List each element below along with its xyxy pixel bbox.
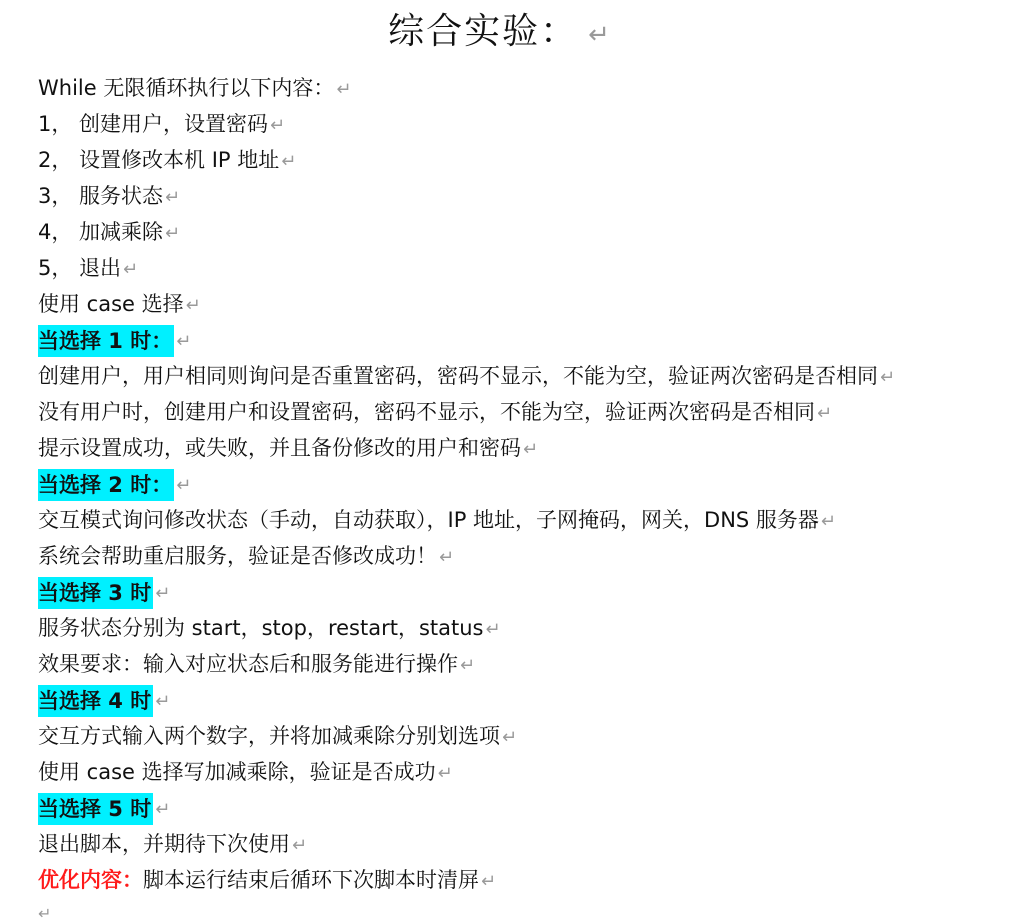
body-text: 系统会帮助重启服务，验证是否修改成功！ bbox=[38, 544, 437, 568]
case-line bbox=[38, 286, 895, 322]
paragraph-mark-icon: ↵ bbox=[123, 259, 139, 280]
section-1-line-1 bbox=[38, 358, 895, 394]
menu-item-2 bbox=[38, 142, 895, 178]
body-text: 交互方式输入两个数字，并将加减乘除分别划选项 bbox=[38, 724, 500, 748]
section-heading-2 bbox=[38, 466, 895, 502]
paragraph-mark-icon: ↵ bbox=[292, 835, 308, 856]
paragraph-mark-icon: ↵ bbox=[176, 331, 192, 352]
paragraph-mark-icon: ↵ bbox=[38, 904, 52, 923]
paragraph-mark-icon: ↵ bbox=[155, 583, 171, 604]
paragraph-mark-icon: ↵ bbox=[165, 223, 181, 244]
section-3-line-1 bbox=[38, 610, 895, 646]
section-5-line-1 bbox=[38, 826, 895, 862]
section-1-line-3 bbox=[38, 430, 895, 466]
optimize-text: 脚本运行结束后循环下次脚本时清屏 bbox=[143, 868, 479, 892]
paragraph-mark-icon: ↵ bbox=[155, 691, 171, 712]
body-text: 交互模式询问修改状态（手动，自动获取），IP 地址，子网掩码，网关，DNS 服务器 bbox=[38, 508, 819, 532]
paragraph-mark-icon: ↵ bbox=[439, 547, 455, 568]
menu-item-text: 2， 设置修改本机 IP 地址 bbox=[38, 148, 280, 172]
menu-item-3 bbox=[38, 178, 895, 214]
highlighted-heading: 当选择 1 时： bbox=[38, 325, 174, 357]
body-text: 没有用户时，创建用户和设置密码，密码不显示，不能为空，验证两次密码是否相同 bbox=[38, 400, 815, 424]
menu-item-4 bbox=[38, 214, 895, 250]
highlighted-heading: 当选择 3 时 bbox=[38, 577, 153, 609]
case-line-text: 使用 case 选择 bbox=[38, 292, 184, 316]
body-text: 创建用户，用户相同则询问是否重置密码，密码不显示，不能为空，验证两次密码是否相同 bbox=[38, 364, 878, 388]
intro-text: While 无限循环执行以下内容： bbox=[38, 76, 335, 100]
paragraph-mark-icon: ↵ bbox=[336, 79, 352, 100]
paragraph-mark-icon: ↵ bbox=[165, 187, 181, 208]
paragraph-mark-icon: ↵ bbox=[817, 403, 833, 424]
body-text: 退出脚本，并期待下次使用 bbox=[38, 832, 290, 856]
paragraph-mark-icon: ↵ bbox=[481, 871, 497, 892]
menu-item-text: 4， 加减乘除 bbox=[38, 220, 164, 244]
menu-item-text: 1， 创建用户，设置密码 bbox=[38, 112, 269, 136]
paragraph-mark-icon: ↵ bbox=[460, 655, 476, 676]
document-title-text: 综合实验： bbox=[388, 11, 579, 52]
paragraph-mark-icon: ↵ bbox=[485, 619, 501, 640]
section-heading-3 bbox=[38, 574, 895, 610]
section-heading-4 bbox=[38, 682, 895, 718]
paragraph-mark-icon: ↵ bbox=[270, 115, 286, 136]
paragraph-mark-icon: ↵ bbox=[185, 295, 201, 316]
menu-item-1 bbox=[38, 106, 895, 142]
section-2-line-2 bbox=[38, 538, 895, 574]
document-body bbox=[38, 70, 895, 898]
paragraph-mark-icon: ↵ bbox=[523, 439, 539, 460]
optimize-label: 优化内容： bbox=[38, 868, 143, 892]
optimize-line bbox=[38, 862, 895, 898]
body-text: 效果要求：输入对应状态后和服务能进行操作 bbox=[38, 652, 458, 676]
section-3-line-2 bbox=[38, 646, 895, 682]
paragraph-mark-icon: ↵ bbox=[437, 763, 453, 784]
body-text: 提示设置成功，或失败，并且备份修改的用户和密码 bbox=[38, 436, 521, 460]
paragraph-mark-icon: ↵ bbox=[155, 799, 171, 820]
body-text: 使用 case 选择写加减乘除，验证是否成功 bbox=[38, 760, 436, 784]
highlighted-heading: 当选择 2 时： bbox=[38, 469, 174, 501]
menu-item-5 bbox=[38, 250, 895, 286]
menu-item-text: 5， 退出 bbox=[38, 256, 122, 280]
highlighted-heading: 当选择 4 时 bbox=[38, 685, 153, 717]
document-title bbox=[0, 8, 1000, 59]
paragraph-mark-icon: ↵ bbox=[588, 20, 612, 50]
section-1-line-2 bbox=[38, 394, 895, 430]
section-4-line-1 bbox=[38, 718, 895, 754]
section-heading-1 bbox=[38, 322, 895, 358]
section-heading-5 bbox=[38, 790, 895, 826]
body-text: 服务状态分别为 start，stop，restart，status bbox=[38, 616, 484, 640]
section-2-line-1 bbox=[38, 502, 895, 538]
paragraph-mark-icon: ↵ bbox=[502, 727, 518, 748]
paragraph-mark-icon: ↵ bbox=[820, 511, 837, 532]
paragraph-mark-icon: ↵ bbox=[880, 367, 896, 388]
paragraph-mark-icon: ↵ bbox=[281, 151, 297, 172]
menu-item-text: 3， 服务状态 bbox=[38, 184, 164, 208]
intro-line bbox=[38, 70, 895, 106]
highlighted-heading: 当选择 5 时 bbox=[38, 793, 153, 825]
section-4-line-2 bbox=[38, 754, 895, 790]
paragraph-mark-icon: ↵ bbox=[176, 475, 192, 496]
